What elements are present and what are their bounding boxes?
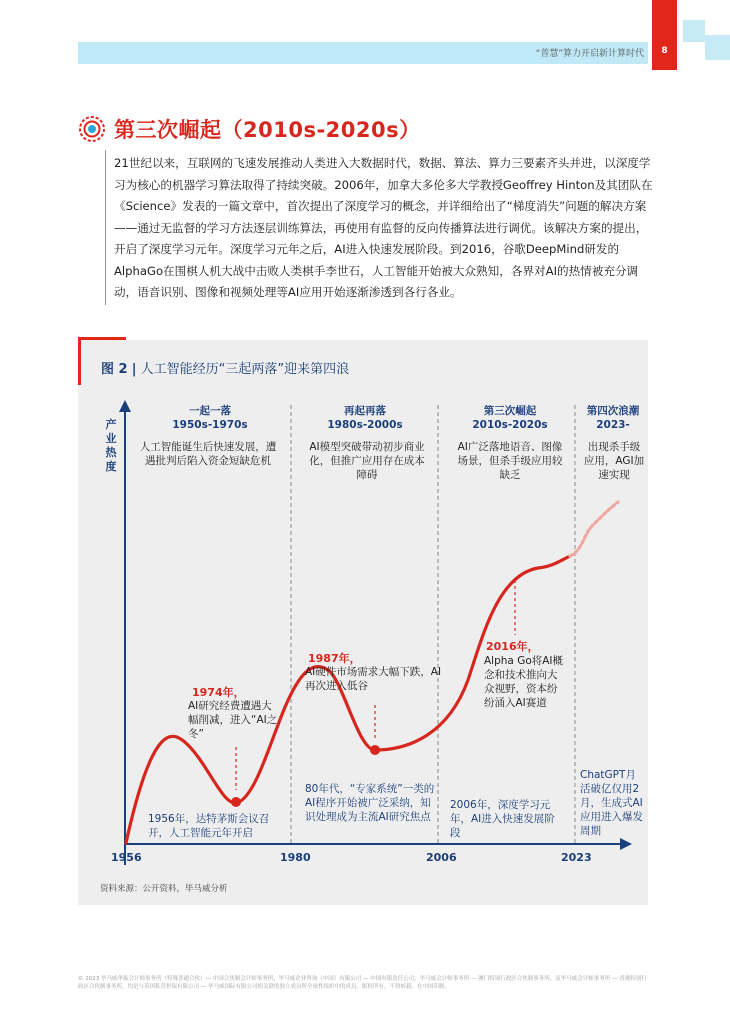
event-text: Alpha Go将AI概念和技术推向大众视野，资本纷纷涌入AI赛道 [484,655,564,709]
page-number-tab [652,0,677,70]
milestone-text: 2006年，深度学习元年，AI进入快速发展阶段 [450,799,555,839]
event-text: AI研究经费遭遇大幅削减，进入“AI之冬” [188,700,278,740]
x-axis-arrow [620,838,632,850]
phase-desc: AI广泛落地语音、图像场景，但杀手级应用较缺乏 [457,441,563,481]
section-divider [105,150,106,305]
event-marker [370,745,380,755]
event-marker [231,797,241,807]
footer-copyright: © 2023 毕马威华振会计师事务所（特殊普通合伙）— 中国合伙制会计师事务所，毕马威企业咨询（中国）有限公司 — 中国有限责任公司，毕马威会计师事务所 — 澳门特别行政区合伙制事务所，及毕马威会计师事务所 — 香港特别行政区合伙制事务所，均是与英国私营担保有限公司 — 毕马威国际有限公司相关联的独立成员所全球性组织中的成员。版权所有，不得转载。在中国印制。 [78,976,647,990]
phase-period: 2023- [596,419,630,431]
event-year: 1987年， [308,652,361,665]
gear-icon [78,115,106,143]
y-axis-label: 产业热度 [105,418,117,473]
phase-title: 再起再落 [344,405,386,417]
phase-period: 1980s-2000s [327,419,403,431]
figure-source: 资料来源：公开资料，毕马威分析 [100,884,228,894]
phase-title: 一起一落 [189,405,231,417]
milestone-text: 80年代，“专家系统”一类的AI程序开始被广泛采纳，知识处理成为主流AI研究焦点 [305,783,435,823]
x-tick-label: 2006 [426,851,457,864]
x-tick-label: 1956 [111,851,142,864]
figure-separator: | [131,362,137,377]
phase-desc: AI模型突破带动初步商业化，但推广应用存在成本障碍 [309,441,425,481]
event-year: 1974年， [192,686,245,699]
phase-title: 第四次浪潮 [586,405,640,417]
future-curve [570,502,618,556]
section-body: 21世纪以来，互联网的飞速发展推动人类进入大数据时代，数据、算法、算力三要素齐头并进，以深度学习为核心的机器学习算法取得了持续突破。2006年，加拿大多伦多大学教授Geoffrey Hinton及其团队在《Science》发表的一篇文章中，首次提出了深度学习的概念，并详细给出了“梯度消失”问题的解决方案——通过无监督的学习方法逐层训练算法，再使用有监督的反向传播算法进行调优。该解决方案的提出，开启了深度学习元年。深度学习元年之后，AI进入快速发展阶段。到2016，谷歌DeepMind研发的AlphaGo在围棋人机大战中击败人类棋手李世石，人工智能开始被大众熟知，各界对AI的热情被充分调动，语音识别、图像和视频处理等AI应用开始逐渐渗透到各行各业。 [114,156,653,299]
y-axis-arrow [119,400,131,412]
phase-title: 第三次崛起 [483,405,537,417]
phase-period: 2010s-2020s [472,419,548,431]
milestone-text: ChatGPT月活破亿仅用2月，生成式AI应用进入爆发周期 [580,769,643,837]
event-year: 2016年， [486,640,539,653]
x-tick-label: 2023 [561,851,592,864]
phase-desc: 出现杀手级应用，AGI加速实现 [583,441,645,481]
figure-label: 图 2 [101,362,128,377]
corner-decoration [683,20,705,42]
x-tick-label: 1980 [280,851,311,864]
milestone-text: 1956年，达特茅斯会议召开，人工智能元年开启 [148,813,270,839]
corner-decoration [705,35,730,60]
running-title: “普慧”算力开启新计算时代 [535,49,644,59]
page-number: 8 [661,46,668,56]
phase-period: 1950s-1970s [172,419,248,431]
event-text: AI硬件市场需求大幅下跌，AI再次进入低谷 [305,666,442,692]
phase-desc: 人工智能诞生后快速发展，遭遇批判后陷入资金短缺危机 [139,441,277,467]
figure-title-text: 人工智能经历“三起两落”迎来第四浪 [140,362,350,377]
section-title: 第三次崛起（2010s-2020s） [114,118,421,142]
